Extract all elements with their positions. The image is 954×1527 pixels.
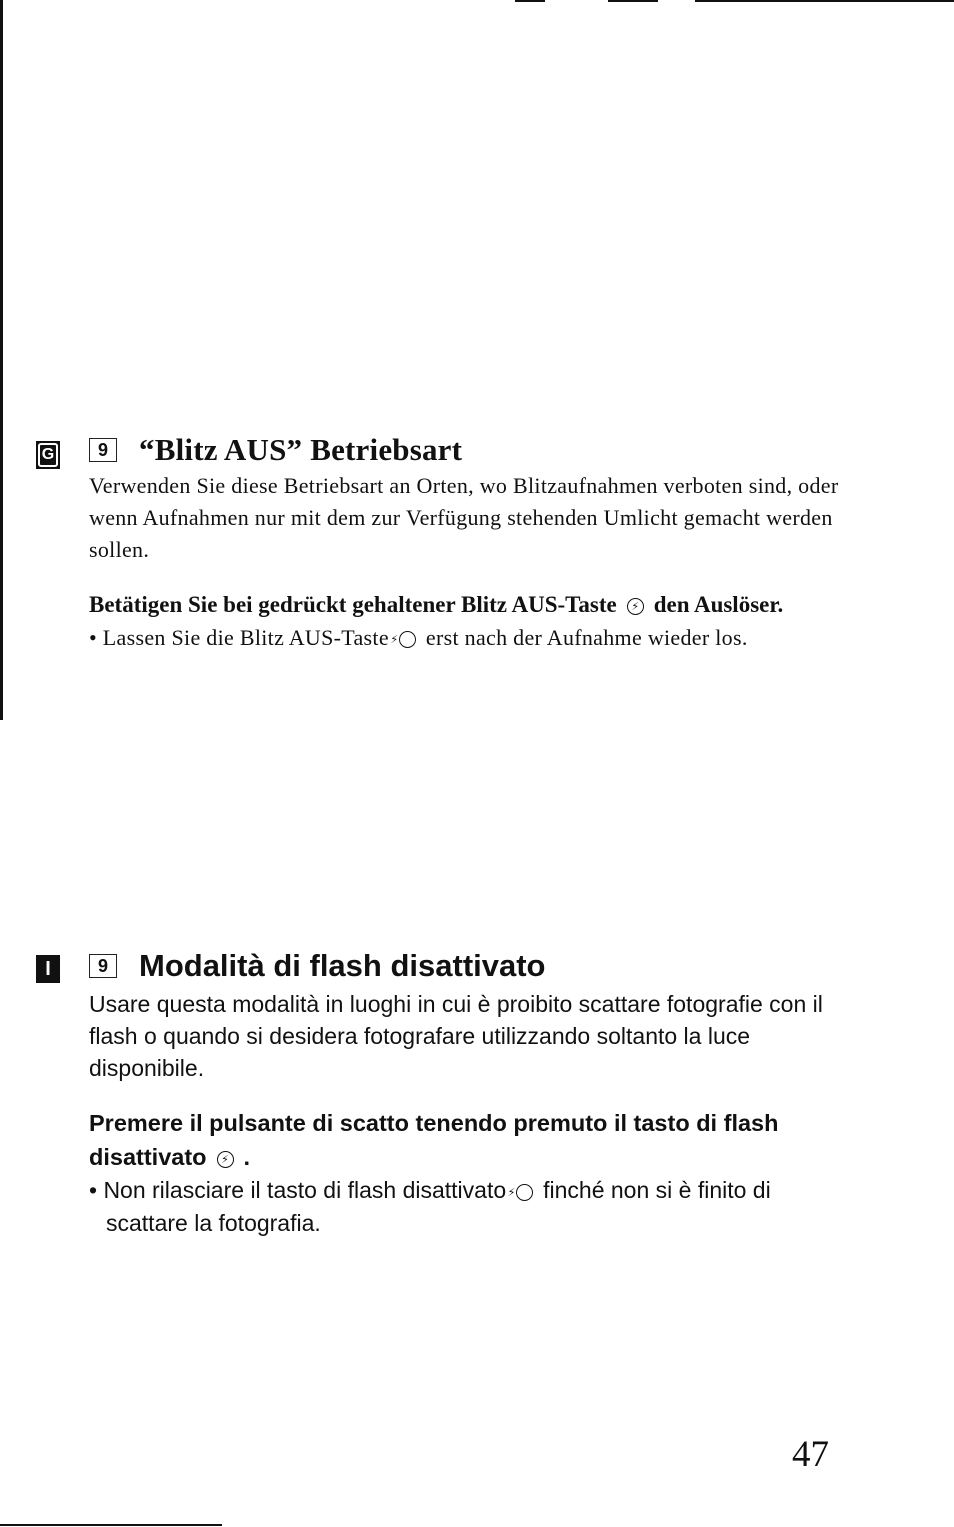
bottom-edge-line — [0, 1524, 222, 1526]
italian-body-text: Usare questa modalità in luoghi in cui è proibito scattare fotografie con il flash o quando si desidera fotografare utilizzando soltanto la luce disponibile. — [89, 991, 823, 1081]
flash-off-icon: ⚡ — [516, 1184, 533, 1201]
page-number: 47 — [792, 1434, 829, 1475]
german-heading — [89, 432, 849, 468]
top-edge-line-2 — [608, 0, 658, 2]
step-number-box: 9 — [89, 438, 117, 462]
top-edge-line-1 — [515, 0, 545, 2]
step-number-box: 9 — [89, 954, 117, 978]
german-section — [89, 432, 849, 654]
italian-instruction: Premere il pulsante di scatto tenendo premuto il tasto di flash disattivato ⚡ . — [89, 1110, 779, 1170]
german-note: • Lassen Sie die Blitz AUS-Taste ⚡ erst nach der Aufnahme wieder los. — [89, 625, 748, 650]
language-badge-german: G — [36, 441, 60, 469]
left-edge-line — [0, 0, 3, 720]
flash-off-icon: ⚡ — [399, 631, 416, 648]
top-edge-line-3 — [695, 0, 954, 2]
flash-off-icon: ⚡ — [627, 598, 644, 615]
italian-title: Modalità di flash disattivato — [139, 948, 546, 983]
german-instruction: Betätigen Sie bei gedrückt gehaltener Blitz AUS-Taste ⚡ den Auslöser. — [89, 592, 784, 617]
italian-heading — [89, 948, 849, 984]
italian-note: • Non rilasciare il tasto di flash disattivato ⚡ finché non si è finito di scattare la fotografia. — [89, 1177, 771, 1236]
german-title: “Blitz AUS” Betriebsart — [139, 432, 463, 467]
german-body-text: Verwenden Sie diese Betriebsart an Orten, wo Blitzaufnahmen verboten sind, oder wenn Aufnahmen nur mit dem zur Verfügung stehenden Umlicht gemacht werden sollen. — [89, 473, 839, 562]
language-badge-italian: I — [36, 955, 60, 983]
flash-off-icon: ⚡ — [217, 1151, 234, 1168]
italian-section — [89, 948, 849, 1240]
